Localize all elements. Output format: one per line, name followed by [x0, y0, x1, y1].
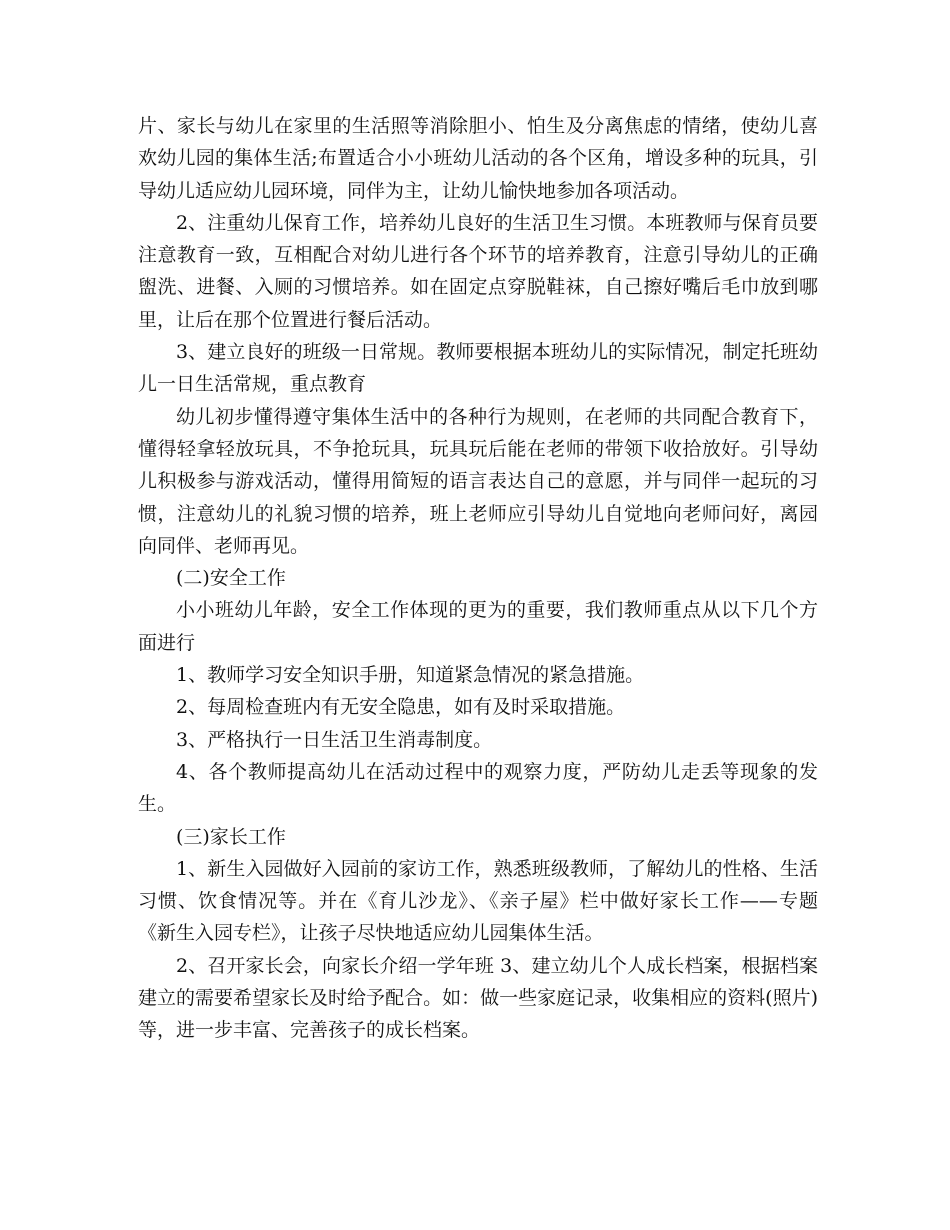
paragraph-daily-routine: 3、建立良好的班级一日常规。教师要根据本班幼儿的实际情况，制定托班幼儿一日生活常规，重点教育	[138, 341, 818, 396]
paragraph-continued: 片、家长与幼儿在家里的生活照等消除胆小、怕生及分离焦虑的情绪，使幼儿喜欢幼儿园的集体生活;布置适合小小班幼儿活动的各个区角，增设多种的玩具，引导幼儿适应幼儿园环境，同伴为主，让幼儿愉快地参加各项活动。	[138, 115, 818, 202]
section-heading-safety: (二)安全工作	[176, 567, 286, 590]
document-body	[138, 110, 818, 1047]
list-item-safety-2: 2、每周检查班内有无安全隐患，如有及时采取措施。	[176, 696, 626, 719]
paragraph-behavior-rules: 幼儿初步懂得遵守集体生活中的各种行为规则，在老师的共同配合教育下，懂得轻拿轻放玩具，不争抢玩具，玩具玩后能在老师的带领下收拾放好。引导幼儿积极参与游戏活动，懂得用简短的语言表达自己的意愿，并与同伴一起玩的习惯，注意幼儿的礼貌习惯的培养，班上老师应引导幼儿自觉地向老师问好，离园向同伴、老师再见。	[138, 405, 818, 557]
list-item-safety-1: 1、教师学习安全知识手册，知道紧急情况的紧急措施。	[176, 664, 645, 687]
list-item-safety-4: 4、各个教师提高幼儿在活动过程中的观察力度，严防幼儿走丢等现象的发生。	[138, 760, 818, 816]
section-heading-parents: (三)家长工作	[176, 825, 286, 848]
paragraph-safety-intro: 小小班幼儿年龄，安全工作体现的更为的重要，我们教师重点从以下几个方面进行	[138, 599, 818, 654]
list-item-parents-1: 1、新生入园做好入园前的家访工作，熟悉班级教师，了解幼儿的性格、生活习惯、饮食情况等。并在《育儿沙龙》、《亲子屋》栏中做好家长工作——专题《新生入园专栏》，让孩子尽快地适应幼儿园集体生活。	[138, 857, 818, 945]
list-item-parents-2: 2、召开家长会，向家长介绍一学年班 3、建立幼儿个人成长档案，根据档案建立的需要希望家长及时给予配合。如：做一些家庭记录，收集相应的资料(照片)等，进一步丰富、完善孩子的成长档案。	[138, 954, 818, 1042]
paragraph-hygiene-habits: 2、注重幼儿保育工作，培养幼儿良好的生活卫生习惯。本班教师与保育员要注意教育一致，互相配合对幼儿进行各个环节的培养教育，注意引导幼儿的正确盥洗、进餐、入厕的习惯培养。如在固定点穿脱鞋袜，自己擦好嘴后毛巾放到哪里，让后在那个位置进行餐后活动。	[138, 211, 818, 331]
list-item-safety-3: 3、严格执行一日生活卫生消毒制度。	[176, 728, 493, 751]
